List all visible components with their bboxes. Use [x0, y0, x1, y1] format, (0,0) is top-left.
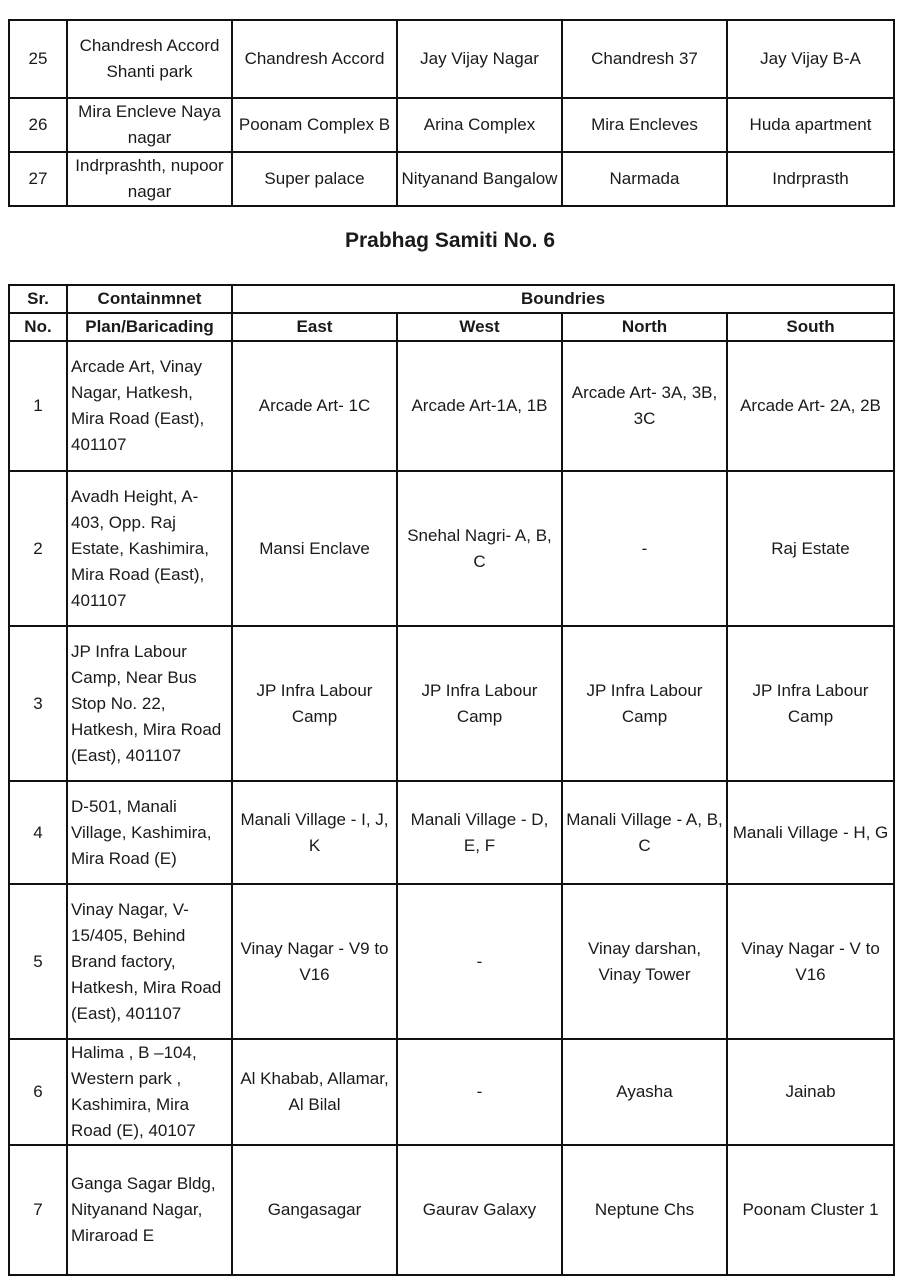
west-cell: - [397, 884, 562, 1039]
south-cell: Arcade Art- 2A, 2B [727, 341, 894, 471]
table-row [9, 341, 894, 471]
containment-cell: D-501, Manali Village, Kashimira, Mira Road (E) [67, 781, 232, 884]
previous-boundaries-table [8, 19, 895, 207]
sr-no-cell: 27 [9, 152, 67, 206]
north-cell: Ayasha [562, 1039, 727, 1145]
table-row [9, 884, 894, 1039]
containment-header-line2: Plan/Baricading [67, 313, 232, 341]
north-cell: Mira Encleves [562, 98, 727, 152]
containment-cell: Ganga Sagar Bldg, Nityanand Nagar, Miraroad E [67, 1145, 232, 1275]
table-row [9, 1039, 894, 1145]
south-cell: Indrprasth [727, 152, 894, 206]
containment-cell: Chandresh Accord Shanti park [67, 20, 232, 98]
east-cell: Super palace [232, 152, 397, 206]
west-cell: Nityanand Bangalow [397, 152, 562, 206]
table-row [9, 98, 894, 152]
north-cell: Narmada [562, 152, 727, 206]
north-header: North [562, 313, 727, 341]
south-cell: Jay Vijay B-A [727, 20, 894, 98]
west-cell: Arcade Art-1A, 1B [397, 341, 562, 471]
header-row [9, 313, 894, 341]
sr-no-cell: 2 [9, 471, 67, 626]
containment-cell: Vinay Nagar, V-15/405, Behind Brand factory, Hatkesh, Mira Road (East), 401107 [67, 884, 232, 1039]
containment-cell: Mira Encleve Naya nagar [67, 98, 232, 152]
sr-no-cell: 5 [9, 884, 67, 1039]
sr-header: Sr. [9, 285, 67, 313]
north-cell: Vinay darshan, Vinay Tower [562, 884, 727, 1039]
north-cell: Neptune Chs [562, 1145, 727, 1275]
containment-header: Containmnet [67, 285, 232, 313]
boundaries-header: Boundries [232, 285, 894, 313]
sr-no-cell: 6 [9, 1039, 67, 1145]
sr-no-cell: 3 [9, 626, 67, 781]
containment-cell: Halima , B –104, Western park , Kashimira, Mira Road (E), 40107 [67, 1039, 232, 1145]
east-cell: Mansi Enclave [232, 471, 397, 626]
east-cell: Vinay Nagar - V9 to V16 [232, 884, 397, 1039]
east-cell: Poonam Complex B [232, 98, 397, 152]
west-cell: Gaurav Galaxy [397, 1145, 562, 1275]
containment-boundaries-table [8, 284, 895, 1276]
south-header: South [727, 313, 894, 341]
north-cell: Chandresh 37 [562, 20, 727, 98]
south-cell: JP Infra Labour Camp [727, 626, 894, 781]
east-header: East [232, 313, 397, 341]
sr-no-cell: 26 [9, 98, 67, 152]
west-cell: Manali Village - D, E, F [397, 781, 562, 884]
south-cell: Huda apartment [727, 98, 894, 152]
west-cell: Snehal Nagri- A, B, C [397, 471, 562, 626]
section-title: Prabhag Samiti No. 6 [344, 229, 556, 252]
east-cell: Gangasagar [232, 1145, 397, 1275]
table-row [9, 781, 894, 884]
west-cell: Arina Complex [397, 98, 562, 152]
south-cell: Jainab [727, 1039, 894, 1145]
table-row [9, 1145, 894, 1275]
header-row [9, 285, 894, 313]
east-cell: Al Khabab, Allamar, Al Bilal [232, 1039, 397, 1145]
north-cell: - [562, 471, 727, 626]
north-cell: JP Infra Labour Camp [562, 626, 727, 781]
south-cell: Manali Village - H, G [727, 781, 894, 884]
sr-no-cell: 7 [9, 1145, 67, 1275]
west-cell: Jay Vijay Nagar [397, 20, 562, 98]
west-cell: - [397, 1039, 562, 1145]
table-row [9, 471, 894, 626]
south-cell: Raj Estate [727, 471, 894, 626]
east-cell: Chandresh Accord [232, 20, 397, 98]
south-cell: Vinay Nagar - V to V16 [727, 884, 894, 1039]
north-cell: Manali Village - A, B, C [562, 781, 727, 884]
sr-no-cell: 4 [9, 781, 67, 884]
sr-header-line2: No. [9, 313, 67, 341]
north-cell: Arcade Art- 3A, 3B, 3C [562, 341, 727, 471]
table-row [9, 152, 894, 206]
containment-cell: Avadh Height, A-403, Opp. Raj Estate, Kashimira, Mira Road (East), 401107 [67, 471, 232, 626]
containment-cell: Arcade Art, Vinay Nagar, Hatkesh, Mira Road (East), 401107 [67, 341, 232, 471]
table-row [9, 626, 894, 781]
containment-cell: Indrprashth, nupoor nagar [67, 152, 232, 206]
sr-no-cell: 1 [9, 341, 67, 471]
sr-no-cell: 25 [9, 20, 67, 98]
containment-cell: JP Infra Labour Camp, Near Bus Stop No. 22, Hatkesh, Mira Road (East), 401107 [67, 626, 232, 781]
table-row [9, 20, 894, 98]
east-cell: Arcade Art- 1C [232, 341, 397, 471]
west-cell: JP Infra Labour Camp [397, 626, 562, 781]
east-cell: Manali Village - I, J, K [232, 781, 397, 884]
east-cell: JP Infra Labour Camp [232, 626, 397, 781]
west-header: West [397, 313, 562, 341]
south-cell: Poonam Cluster 1 [727, 1145, 894, 1275]
